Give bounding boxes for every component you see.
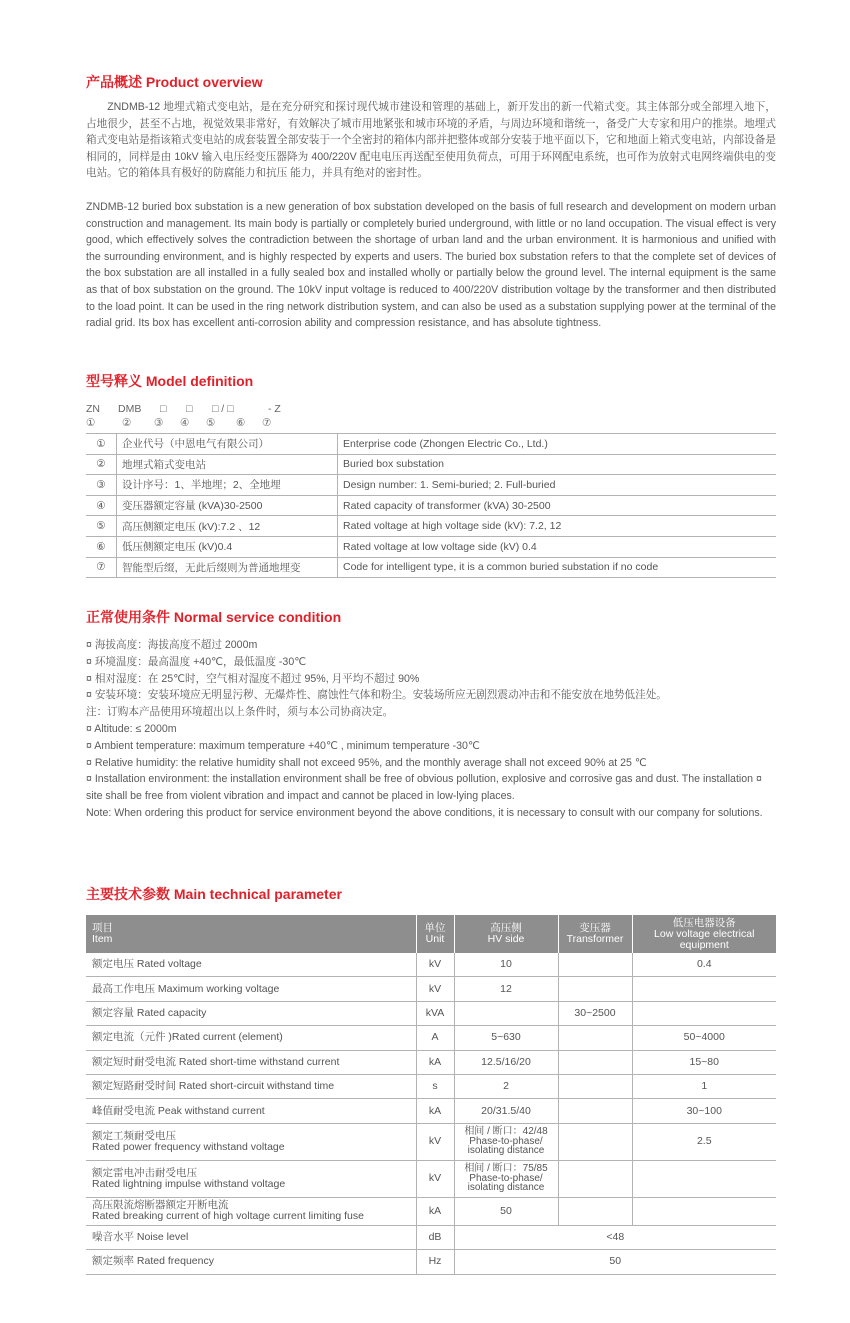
code-number: ① <box>86 417 96 429</box>
table-row: 最高工作电压 Maximum working voltage kV 12 <box>86 977 776 1001</box>
table-header-row <box>86 915 776 953</box>
table-row: ⑥ 低压侧额定电压 (kV)0.4 Rated voltage at low voltage side (kV) 0.4 <box>86 536 776 557</box>
model-number-line <box>86 416 298 430</box>
table-row: 额定容量 Rated capacity kVA 30~2500 <box>86 1001 776 1025</box>
table-row: 额定工频耐受电压 Rated power frequency withstand voltage kV 相间 / 断口：42/48 Phase-to-phase/ isolating distance 2.5 <box>86 1123 776 1160</box>
table-row: 额定电压 Rated voltage kV 10 0.4 <box>86 953 776 977</box>
col-lv: 低压电器设备 Low voltage electrical equipment <box>632 915 776 953</box>
table-row: ④ 变压器额定容量 (kVA)30-2500 Rated capacity of transformer (kVA) 30-2500 <box>86 495 776 516</box>
code-part: □ <box>186 403 193 415</box>
technical-parameter-table <box>86 915 776 1275</box>
code-number: ⑦ <box>262 417 272 429</box>
table-row: ③ 设计序号：1、半地埋；2、全地埋 Design number: 1. Semi-buried; 2. Full-buried <box>86 475 776 496</box>
overview-heading: 产品概述 Product overview <box>86 74 263 90</box>
table-row: ⑤ 高压侧额定电压 (kV):7.2 、12 Rated voltage at high voltage side (kV): 7.2, 12 <box>86 516 776 537</box>
code-number: ② <box>122 417 132 429</box>
service-conditions <box>86 637 776 822</box>
condition-line: ¤ Ambient temperature: maximum temperature +40℃ , minimum temperature -30℃ <box>86 739 480 752</box>
code-number: ④ <box>180 417 190 429</box>
table-row: 额定电流（元件 )Rated current (element) A 5~630 50~4000 <box>86 1026 776 1050</box>
table-row: 峰值耐受电流 Peak withstand current kA 20/31.5/40 30~100 <box>86 1099 776 1123</box>
col-hv: 高压侧 HV side <box>454 915 558 953</box>
table-row: 额定雷电冲击耐受电压 Rated lightning impulse withstand voltage kV 相间 / 断口：75/85 Phase-to-phase/ isolating distance <box>86 1160 776 1197</box>
table-row: 额定频率 Rated frequency Hz 50 <box>86 1250 776 1274</box>
model-definition-table <box>86 433 776 578</box>
code-part: □ <box>160 403 167 415</box>
col-unit: 单位 Unit <box>416 915 454 953</box>
table-row: ② 地埋式箱式变电站 Buried box substation <box>86 454 776 475</box>
code-number: ⑤ <box>206 417 216 429</box>
condition-line: ¤ 环境温度：最高温度 +40℃，最低温度 -30℃ <box>86 655 307 668</box>
table-row: 噪音水平 Noise level dB <48 <box>86 1225 776 1249</box>
table-row: 高压限流熔断器额定开断电流 Rated breaking current of high voltage current limiting fuse kA 50 <box>86 1197 776 1225</box>
condition-note: 注：订购本产品使用环境超出以上条件时，须与本公司协商决定。 <box>86 706 394 719</box>
condition-line: ¤ Altitude: ≤ 2000m <box>86 722 177 735</box>
col-transformer: 变压器 Transformer <box>558 915 632 953</box>
overview-text-en: ZNDMB-12 buried box substation is a new generation of box substation developed on the basis of full research and development on modern urban construction and management. Its main body is partially or completely buried underground, with little or no land occupation. The visual effect is very good, which effectively solves the contradiction between the shortage of urban land and the urban environment. It is harmonious and unified with the surrounding environment, and is highly respected by experts and users. The buried box substation refers to that the complete set of devices of the box substation are all installed in a fully sealed box and installed wholly or partially below the ground level. The internal equipment is the same as that of box substation on the ground. The 10kV input voltage is reduced to 400/220V distribution voltage by the transformer and then distributed to the load point. It can be used in the ring network distribution system, and can also be used as a substation supplying power at the terminal of the radial grid. Its box has excellent anti-corrosion ability and compression resistance, and has absolute tightness. <box>86 201 776 330</box>
model-code-line <box>86 402 298 416</box>
condition-line: ¤ 安装环境：安装环境应无明显污秽、无爆炸性、腐蚀性气体和粉尘。安装场所应无剧烈震动冲击和不能安放在地势低洼处。 <box>86 689 667 702</box>
code-part: DMB <box>118 403 142 415</box>
condition-line: ¤ 相对湿度：在 25℃时，空气相对湿度不超过 95%, 月平均不超过 90% <box>86 672 420 685</box>
table-row: ⑦ 智能型后缀，无此后缀则为普通地埋变 Code for intelligent type, it is a common buried substation if no code <box>86 557 776 578</box>
condition-line: ¤ 海拔高度：海拔高度不超过 2000m <box>86 639 258 651</box>
condition-note: Note: When ordering this product for service environment beyond the above conditions, it is necessary to consult with our company for solutions. <box>86 806 763 819</box>
model-heading: 型号释义 Model definition <box>86 373 254 389</box>
table-row: 额定短路耐受时间 Rated short-circuit withstand time s 2 1 <box>86 1074 776 1098</box>
condition-line: ¤ Relative humidity: the relative humidity shall not exceed 95%, and the monthly average shall not exceed 90% at 25 ℃ <box>86 756 647 769</box>
code-number: ⑥ <box>236 417 246 429</box>
model-code-diagram <box>86 402 298 430</box>
service-heading: 正常使用条件 Normal service condition <box>86 609 342 625</box>
overview-text-cn: ZNDMB-12 地埋式箱式变电站，是在充分研究和探讨现代城市建设和管理的基础上，新开发出的新一代箱式变。其主体部分或全部埋入地下，占地很少，甚至不占地，视觉效果非常好，有效解决了城市用地紧张和城市环境的矛盾，与周边环境和谐统一，备受广大专家和用户的推崇。地埋式箱式变电站是指该箱式变电站的成套装置全部安装于一个全密封的箱体内部并把整体或部分安装于地平面以下，它和地面上箱式变电站，内部设备是相同的，同样是由 10kV 输入电压经变压器降为 400/220V 配电电压再送配至使用负荷点，可用于环网配电系统，也可作为放射式电网终端供电的变电站。它的箱体具有极好的防腐能力和抗压 能力，并具有绝对的密封性。 <box>86 101 776 180</box>
code-part: □ / □ <box>212 403 234 415</box>
code-number: ③ <box>154 417 164 429</box>
table-row: ① 企业代号（中恩电气有限公司） Enterprise code (Zhongen Electric Co., Ltd.) <box>86 434 776 455</box>
condition-line: ¤ Installation environment: the installation environment shall be free of obvious pollution, explosive and corrosive gas and dust. The installation ¤ site shall be free from violent vibration and impact and cannot be placed in low-lying places. <box>86 773 762 803</box>
tech-heading: 主要技术参数 Main technical parameter <box>86 886 342 902</box>
code-part: - Z <box>268 403 281 415</box>
table-row: 额定短时耐受电流 Rated short-time withstand current kA 12.5/16/20 15~80 <box>86 1050 776 1074</box>
code-part: ZN <box>86 403 100 415</box>
col-item: 项目 Item <box>86 915 416 953</box>
